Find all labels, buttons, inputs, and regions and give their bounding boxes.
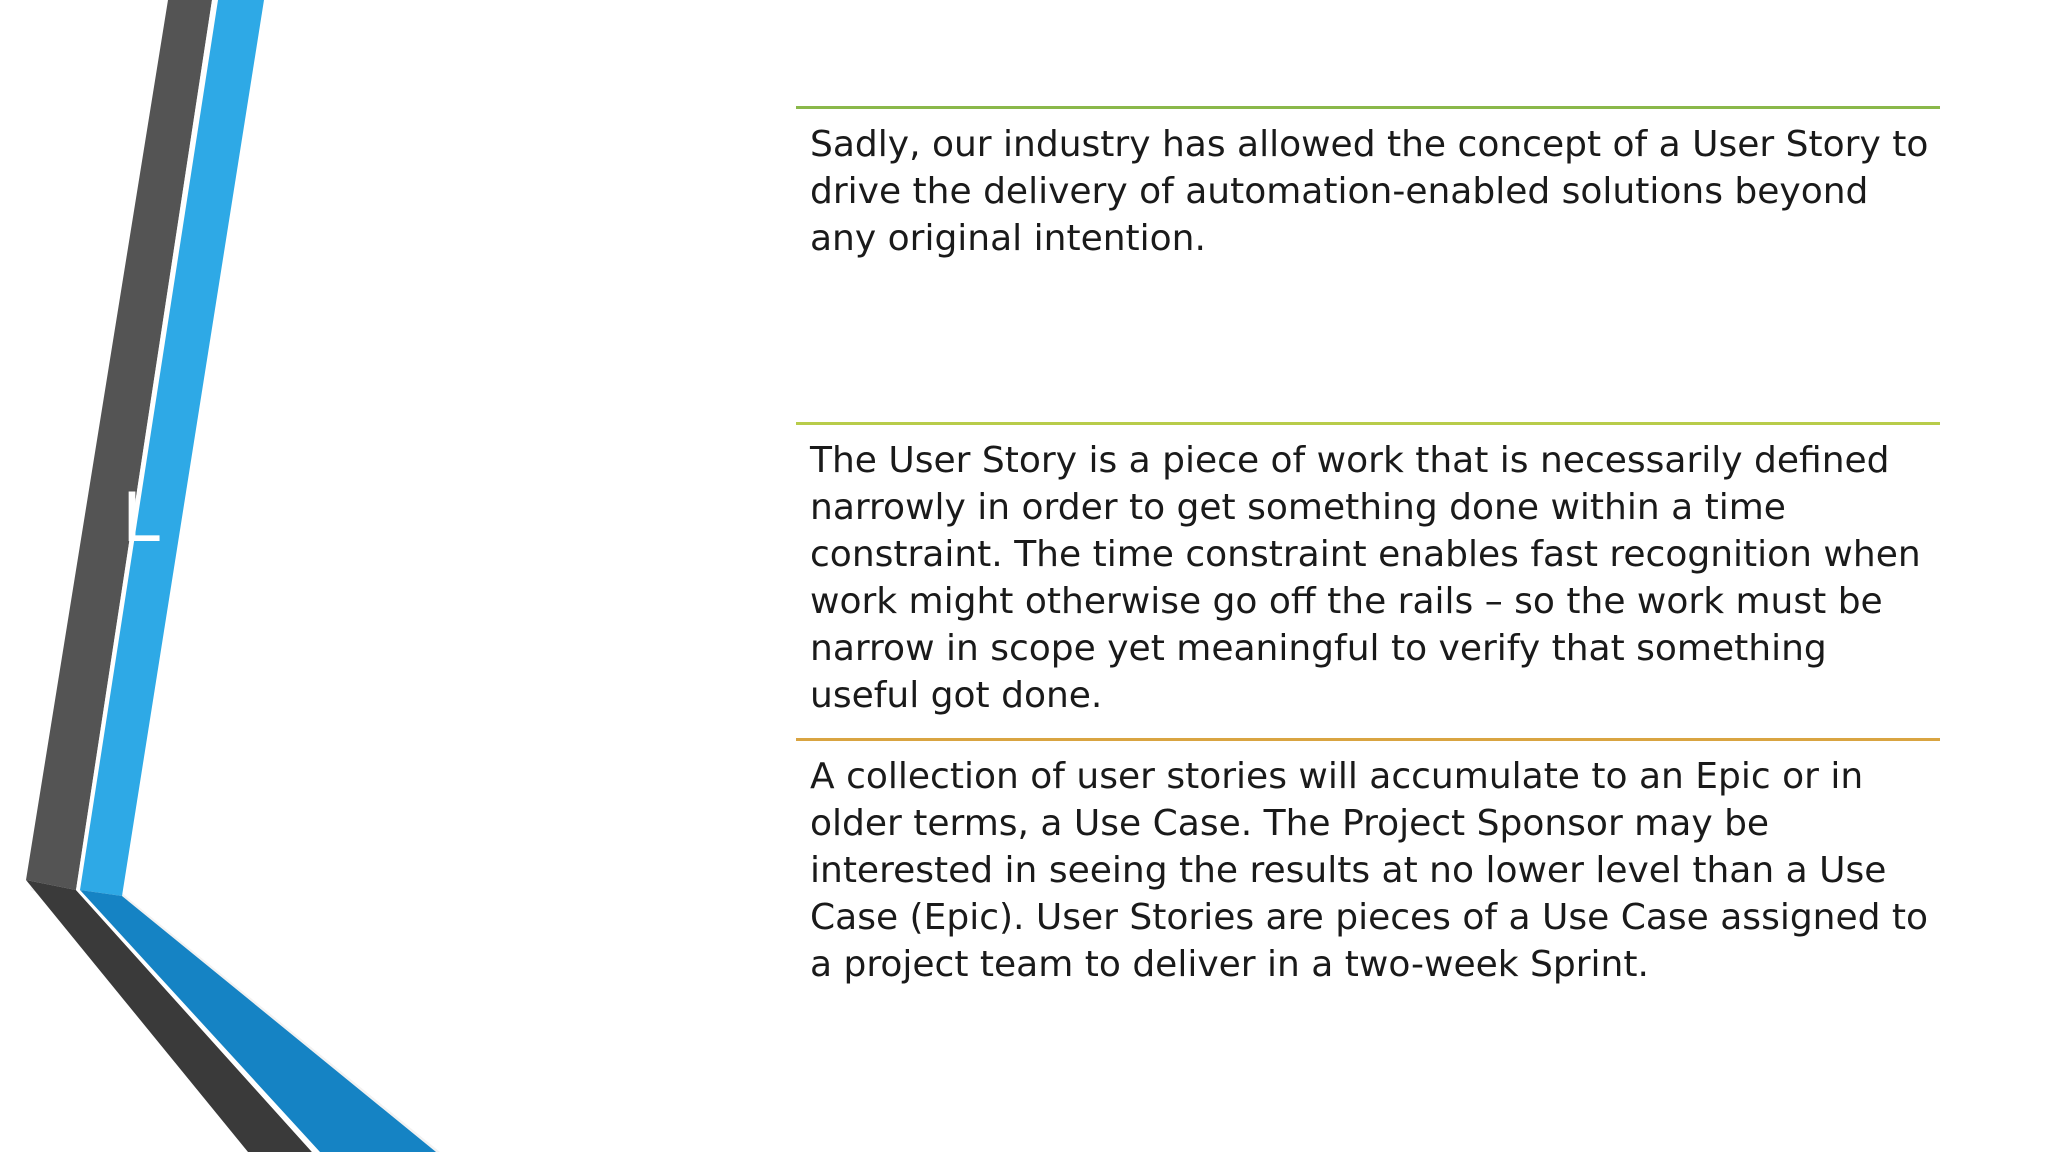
block-2-divider [796, 422, 1940, 425]
content-block-2 [796, 422, 1940, 719]
block-2-text: The User Story is a piece of work that is necessarily defined narrowly in order to get something done within a time constraint. The time constraint enables fast recognition when work might otherwise go off the rails – so the work must be narrow in scope yet meaningful to verify that something useful got done. [810, 440, 1921, 716]
block-1-divider [796, 106, 1940, 109]
chevron-white-lower [76, 890, 320, 1152]
block-3-divider [796, 738, 1940, 741]
content-block-1 [796, 106, 1940, 262]
block-1-text: Sadly, our industry has allowed the concept of a User Story to drive the delivery of automation-enabled solutions beyond any original intention. [810, 124, 1929, 259]
content-block-3 [796, 738, 1940, 988]
slide-title-fragment: L [122, 485, 161, 553]
block-3-text: A collection of user stories will accumulate to an Epic or in older terms, a Use Case. The Project Sponsor may be interested in seeing the results at no lower level than a Use Case (Epic). User Stories are pieces of a Use Case assigned to a project team to deliver in a two-week Sprint. [810, 756, 1929, 985]
